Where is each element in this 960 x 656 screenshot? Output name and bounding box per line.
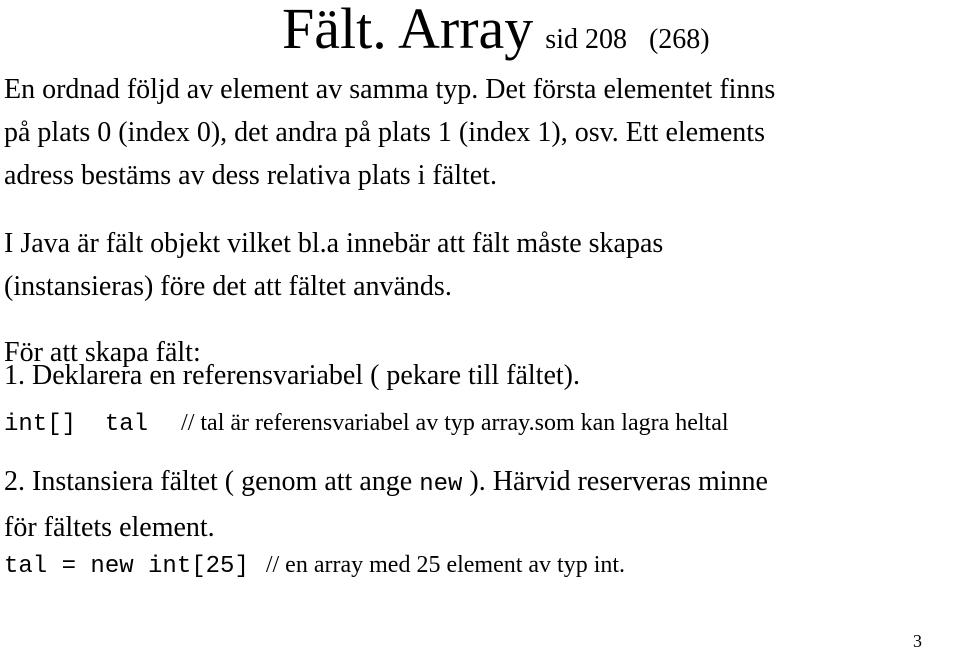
java-paragraph (4, 222, 663, 308)
declaration-comment: // tal är referensvariabel av typ array.som kan lagra heltal (181, 410, 729, 436)
intro-line-1: En ordnad följd av element av samma typ. Det första elementet finns (4, 74, 776, 105)
array-instantiation-code (4, 548, 625, 585)
array-declaration-code (4, 406, 729, 443)
alternate-page-reference: (268) (648, 24, 710, 55)
create-heading: För att skapa fält: (4, 337, 201, 368)
instantiation-code: tal = new int[25] (4, 553, 249, 580)
java-line-2: (instansieras) före det att fältet används. (4, 271, 452, 302)
declaration-code: int[] tal (4, 411, 149, 438)
step-two (4, 460, 768, 549)
step-two-line-2: för fältets element. (4, 512, 215, 543)
step-two-before-keyword: 2. Instansiera fältet ( genom att ange (4, 466, 420, 497)
step-one: 1. Deklarera en referensvariabel ( pekare till fältet). (4, 360, 580, 391)
page-reference: sid 208 (545, 24, 627, 55)
new-keyword: new (419, 471, 463, 498)
instantiation-comment: // en array med 25 element av typ int. (265, 552, 626, 578)
title-row (282, 0, 710, 70)
slide-title: Fält. Array (282, 0, 534, 61)
step-two-after-keyword: ). Härvid reserveras minne (462, 466, 768, 497)
java-line-1: I Java är fält objekt vilket bl.a innebär att fält måste skapas (4, 228, 664, 259)
intro-line-3: adress bestäms av dess relativa plats i fältet. (4, 160, 497, 191)
intro-line-2: på plats 0 (index 0), det andra på plats 1 (index 1), osv. Ett elements (4, 117, 765, 148)
intro-paragraph (4, 68, 775, 197)
page-number: 3 (913, 631, 922, 651)
